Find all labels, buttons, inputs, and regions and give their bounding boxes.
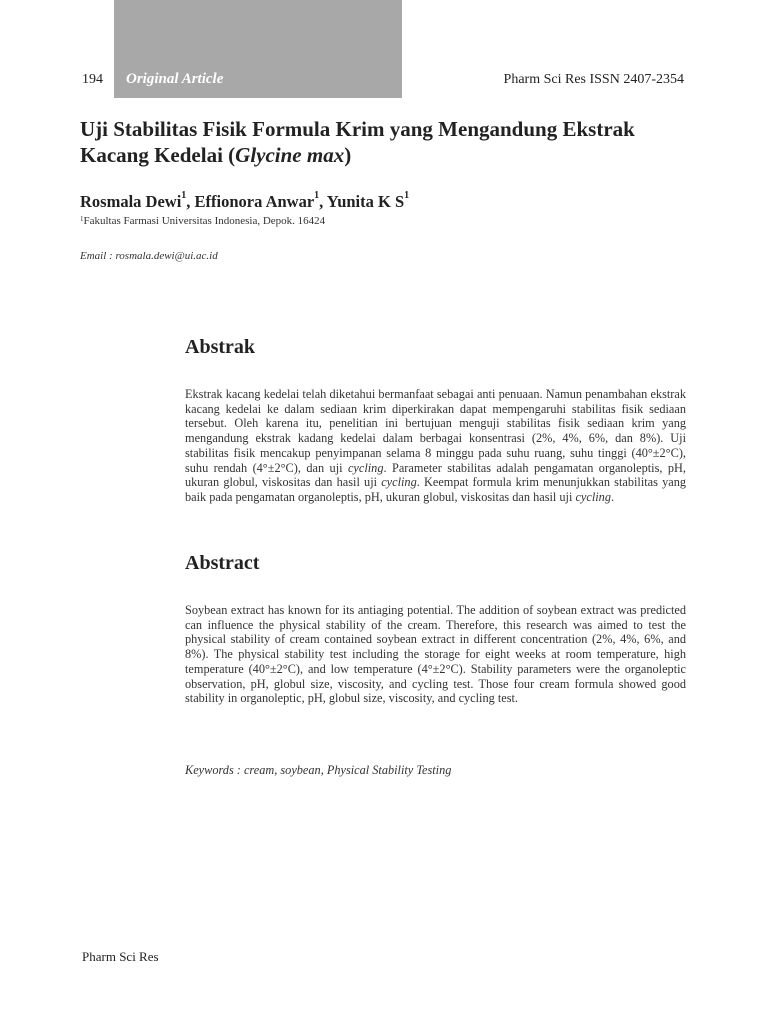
affiliation (80, 215, 325, 227)
author-name: Yunita K S (326, 192, 405, 211)
abstrak-text: Ekstrak kacang kedelai telah diketahui bermanfaat sebagai anti penuaan. Namun penambahan ekstrak kacang kedelai ke dalam sediaan krim diperkirakan dapat mempengaruhi stabilitas fisik sediaan tersebut. Oleh karena itu, penelitian ini bertujuan menguji stabilitas fisik sediaan krim yang mengandung ekstrak kadang kedelai dalam berbagai konsentrasi (2%, 4%, 6%, dan 8%). Uji stabilitas fisik mencakup penyimpanan selama 8 minggu pada suhu ruang, suhu tinggi (40°±2°C), suhu rendah (4°±2°C), dan uji (185, 387, 686, 475)
abstract-body: Soybean extract has known for its antiaging potential. The addition of soybean extract was predicted can influence the physical stability of the cream. Therefore, this research was aimed to test the physical stability of cream contained soybean extract in different concentration (2%, 4%, 6%, and 8%). The physical stability test including the storage for eight weeks at room temperature, high temperature (40°±2°C), and low temperature (4°±2°C). Stability parameters were the organoleptic observation, pH, globul size, viscosity, and cycling test. Those four cream formula showed good stability in organoleptic, pH, globul size, viscosity, and cycling test. (185, 603, 686, 706)
author-name: Rosmala Dewi (80, 192, 182, 211)
title-species: Glycine max (235, 143, 345, 167)
abstrak-text: . Keempat formula krim menunjukkan stabilitas yang baik pada pengamatan organoleptis, pH, ukuran globul, viskositas dan hasil uji (185, 475, 686, 504)
title-main: Uji Stabilitas Fisik Formula Krim yang Mengandung Ekstrak Kacang Kedelai ( (80, 117, 635, 167)
abstrak-text: . (610, 489, 615, 504)
footer-journal: Pharm Sci Res (82, 949, 159, 964)
affiliation-marker: 1 (80, 215, 84, 223)
abstrak-body (185, 387, 686, 505)
email[interactable]: Email : rosmala.dewi@ui.ac.id (80, 250, 218, 262)
keywords: Keywords : cream, soybean, Physical Stability Testing (185, 763, 452, 777)
author-list (80, 192, 409, 212)
section-label: Original Article (126, 71, 224, 87)
abstrak-italic-term: cycling (347, 460, 384, 475)
author-affiliation-marker: 1 (181, 190, 187, 201)
abstrak-italic-term: cycling (575, 489, 611, 504)
author-name: Effionora Anwar (194, 192, 315, 211)
abstrak-heading: Abstrak (185, 336, 256, 358)
author-affiliation-marker: 1 (314, 190, 320, 201)
affiliation-text: Fakultas Farmasi Universitas Indonesia, Depok. 16424 (83, 215, 326, 227)
author-separator: , (186, 192, 195, 211)
author-separator: , (319, 192, 327, 211)
abstract-heading: Abstract (185, 552, 260, 574)
abstrak-text: . Parameter stabilitas adalah pengamatan organoleptis, pH, ukuran globul, viskositas dan hasil uji (185, 460, 686, 490)
page-number: 194 (82, 72, 103, 87)
journal-issn: Pharm Sci Res ISSN 2407-2354 (503, 72, 684, 87)
title-close: ) (344, 143, 352, 167)
article-title (80, 116, 700, 168)
abstrak-italic-term: cycling (381, 475, 417, 490)
author-affiliation-marker: 1 (404, 190, 410, 201)
